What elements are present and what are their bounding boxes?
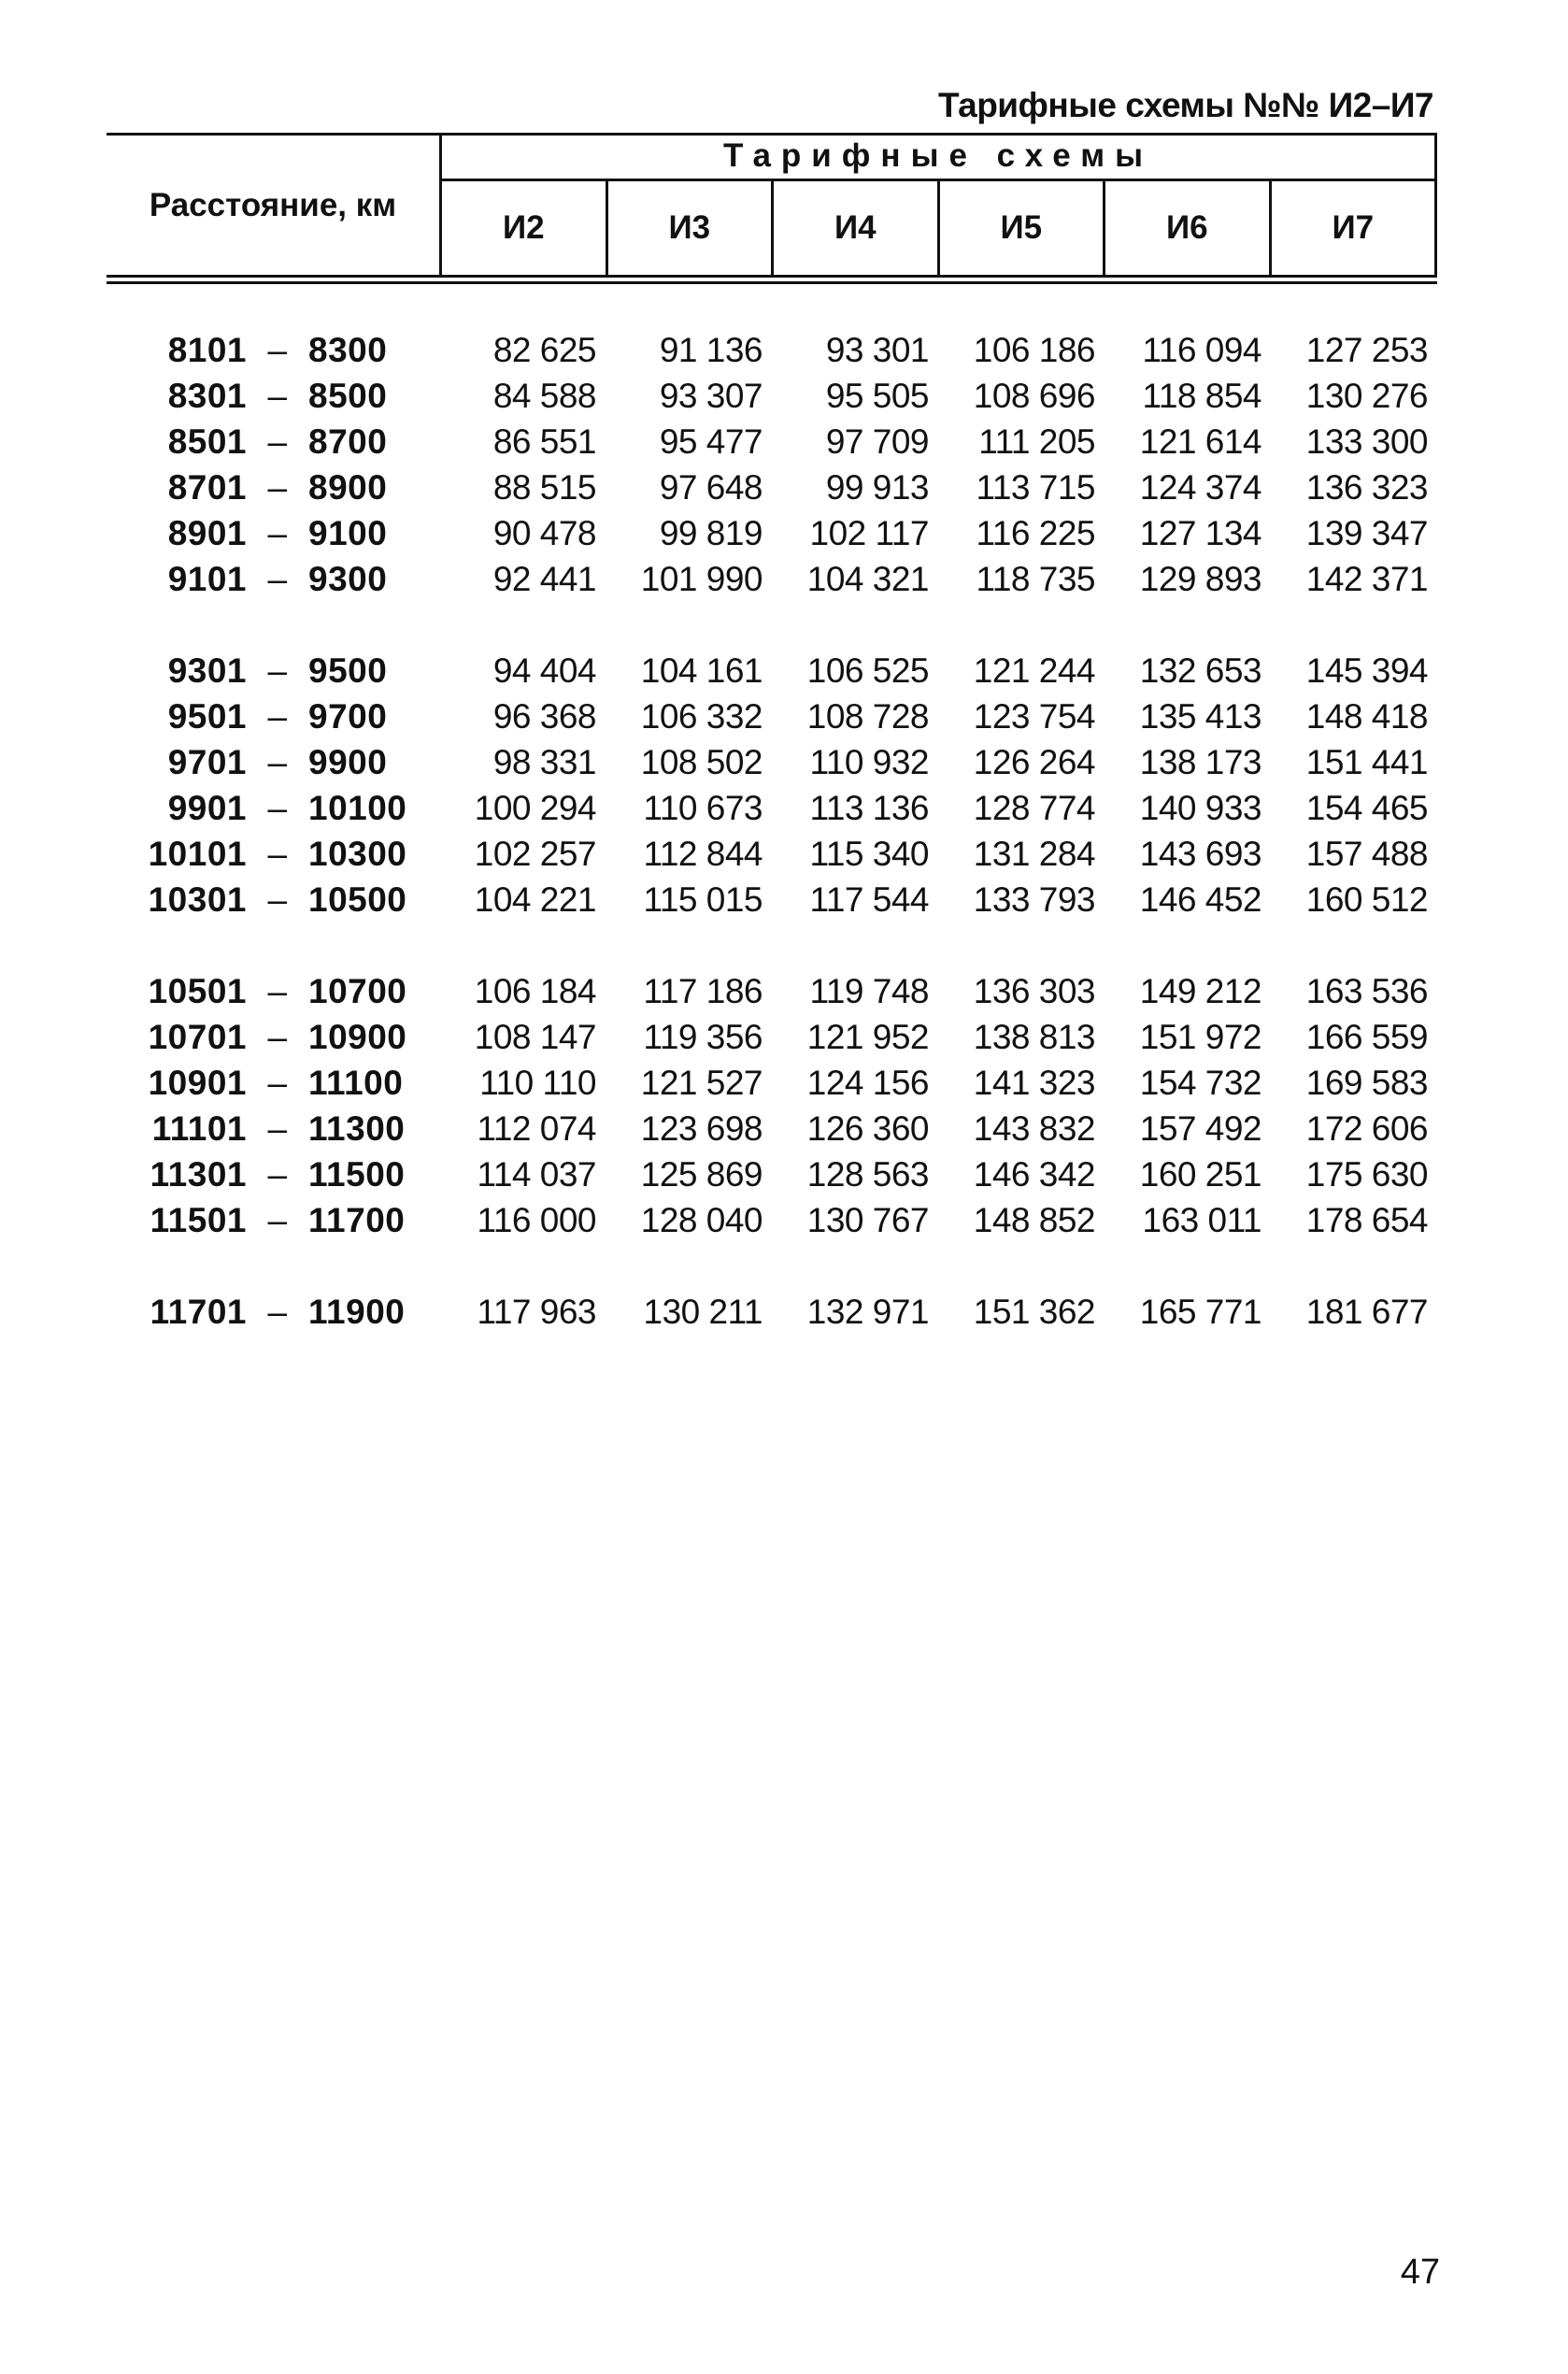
schemes-group-title: Тарифные схемы	[442, 133, 1434, 181]
tariff-value: 127 134	[1139, 513, 1262, 552]
tariff-value: 128 774	[973, 788, 1095, 827]
distance-to: 9900	[308, 742, 388, 781]
column-header-i5: И5	[937, 181, 1104, 275]
column-header-i7: И7	[1269, 181, 1435, 275]
tariff-value: 140 933	[1139, 788, 1262, 827]
distance-from: 9301	[167, 651, 247, 690]
distance-range	[107, 743, 439, 782]
distance-range	[107, 651, 439, 691]
distance-from: 11301	[150, 1154, 247, 1194]
tariff-value: 132 653	[1139, 651, 1262, 690]
distance-to: 9500	[308, 651, 388, 690]
distance-to: 11100	[308, 1063, 404, 1102]
tariff-value: 108 696	[973, 376, 1095, 415]
distance-to: 8500	[308, 376, 388, 415]
tariff-value: 178 654	[1305, 1200, 1428, 1239]
tariff-value: 117 544	[809, 880, 929, 919]
tariff-value: 132 971	[806, 1292, 929, 1331]
distance-range	[107, 835, 439, 874]
tariff-value: 94 404	[492, 651, 596, 690]
distance-from: 10301	[148, 880, 247, 919]
table-row	[107, 1197, 1437, 1243]
scheme-column-headers	[442, 181, 1434, 275]
tariff-value: 95 505	[825, 376, 929, 415]
distance-to: 10300	[308, 834, 407, 873]
distance-range	[107, 972, 439, 1011]
tariff-value: 157 492	[1139, 1108, 1262, 1148]
page-number: 47	[1400, 2252, 1440, 2292]
tariff-value: 163 011	[1142, 1200, 1262, 1239]
tariff-value: 112 074	[477, 1108, 596, 1148]
tariff-value: 139 347	[1305, 513, 1428, 552]
distance-from: 9501	[167, 696, 247, 736]
tariff-value: 125 869	[640, 1154, 763, 1194]
tariff-value: 116 225	[976, 513, 1095, 552]
tariff-value: 148 852	[973, 1200, 1095, 1239]
tariff-value: 99 913	[825, 467, 929, 507]
tariff-value: 130 276	[1305, 376, 1428, 415]
tariff-value: 116 094	[1142, 330, 1262, 369]
distance-to: 10100	[308, 788, 407, 827]
range-dash: –	[267, 1017, 288, 1056]
range-dash: –	[267, 513, 288, 552]
table-row	[107, 648, 1437, 694]
tariff-value: 128 563	[806, 1154, 929, 1194]
tariff-value: 151 441	[1305, 742, 1428, 781]
tariff-value: 104 321	[806, 559, 929, 598]
tariff-value: 181 677	[1305, 1292, 1428, 1331]
tariff-value: 106 186	[973, 330, 1095, 369]
range-dash: –	[267, 696, 288, 736]
tariff-value: 111 205	[978, 422, 1095, 461]
tariff-value: 154 732	[1139, 1063, 1262, 1102]
table-row	[107, 785, 1437, 831]
table-row	[107, 1060, 1437, 1106]
table-row	[107, 510, 1437, 556]
distance-from: 8501	[167, 422, 247, 461]
distance-from: 11701	[150, 1292, 247, 1331]
distance-range	[107, 1109, 439, 1149]
tariff-value: 130 211	[643, 1292, 763, 1331]
tariff-value: 106 525	[806, 651, 929, 690]
tariff-value: 151 972	[1139, 1017, 1262, 1056]
tariff-value: 113 136	[809, 788, 929, 827]
tariff-value: 121 527	[640, 1063, 763, 1102]
column-header-i3: И3	[606, 181, 772, 275]
tariff-value: 165 771	[1139, 1292, 1262, 1331]
tariff-value: 102 257	[474, 834, 596, 873]
tariff-value: 160 512	[1305, 880, 1428, 919]
distance-range	[107, 331, 439, 370]
distance-range	[107, 1064, 439, 1103]
tariff-value: 126 264	[973, 742, 1095, 781]
tariff-table-body	[107, 327, 1437, 1335]
range-dash: –	[267, 1063, 288, 1102]
range-dash: –	[267, 559, 288, 598]
table-row	[107, 694, 1437, 739]
tariff-value: 166 559	[1305, 1017, 1428, 1056]
table-row	[107, 1014, 1437, 1060]
tariff-value: 88 515	[492, 467, 596, 507]
distance-range	[107, 422, 439, 462]
table-row	[107, 1151, 1437, 1197]
tariff-value: 136 323	[1305, 467, 1428, 507]
distance-to: 10700	[308, 971, 407, 1010]
distance-from: 8901	[167, 513, 247, 552]
distance-from: 9101	[167, 559, 247, 598]
tariff-value: 128 040	[640, 1200, 763, 1239]
distance-from: 10901	[148, 1063, 247, 1102]
tariff-value: 97 709	[825, 422, 929, 461]
distance-range	[107, 377, 439, 416]
tariff-value: 121 952	[806, 1017, 929, 1056]
range-dash: –	[267, 330, 288, 369]
tariff-value: 149 212	[1139, 971, 1262, 1010]
table-row	[107, 556, 1437, 602]
tariff-value: 133 300	[1305, 422, 1428, 461]
tariff-value: 119 356	[643, 1017, 763, 1056]
tariff-value: 138 173	[1139, 742, 1262, 781]
tariff-value: 93 307	[659, 376, 763, 415]
tariff-value: 100 294	[474, 788, 596, 827]
distance-to: 9100	[308, 513, 388, 552]
tariff-value: 151 362	[973, 1292, 1095, 1331]
distance-range	[107, 1293, 439, 1332]
distance-to: 11900	[308, 1292, 406, 1331]
tariff-value: 121 244	[973, 651, 1095, 690]
tariff-value: 123 754	[973, 696, 1095, 736]
range-dash: –	[267, 880, 288, 919]
column-header-i6: И6	[1103, 181, 1269, 275]
table-row	[107, 831, 1437, 877]
distance-range	[107, 560, 439, 599]
column-header-i4: И4	[771, 181, 937, 275]
range-dash: –	[267, 788, 288, 827]
distance-to: 10900	[308, 1017, 407, 1056]
distance-from: 10501	[148, 971, 247, 1010]
table-row	[107, 968, 1437, 1014]
tariff-value: 118 735	[976, 559, 1095, 598]
tariff-value: 102 117	[809, 513, 929, 552]
range-dash: –	[267, 1200, 288, 1239]
tariff-value: 145 394	[1305, 651, 1428, 690]
tariff-value: 115 015	[643, 880, 763, 919]
tariff-value: 136 303	[973, 971, 1095, 1010]
tariff-value: 124 156	[806, 1063, 929, 1102]
table-row	[107, 419, 1437, 465]
tariff-value: 127 253	[1305, 330, 1428, 369]
tariff-value: 146 342	[973, 1154, 1095, 1194]
distance-from: 9901	[167, 788, 247, 827]
tariff-value: 146 452	[1139, 880, 1262, 919]
header-bottom-rule	[107, 275, 1437, 278]
distance-from: 10101	[148, 834, 247, 873]
tariff-value: 119 748	[809, 971, 929, 1010]
tariff-value: 99 819	[659, 513, 763, 552]
range-dash: –	[267, 971, 288, 1010]
tariff-value: 91 136	[659, 330, 763, 369]
tariff-value: 101 990	[640, 559, 763, 598]
distance-range	[107, 697, 439, 737]
distance-to: 10500	[308, 880, 407, 919]
table-row	[107, 739, 1437, 785]
distance-to: 11500	[308, 1154, 406, 1194]
tariff-value: 121 614	[1139, 422, 1262, 461]
distance-from: 11101	[151, 1108, 247, 1148]
distance-from: 9701	[167, 742, 247, 781]
tariff-value: 143 693	[1139, 834, 1262, 873]
distance-to: 8700	[308, 422, 388, 461]
header-bottom-rule-double	[107, 281, 1437, 284]
distance-range	[107, 789, 439, 828]
distance-range	[107, 1155, 439, 1194]
tariff-value: 129 893	[1139, 559, 1262, 598]
tariff-value: 110 673	[643, 788, 763, 827]
tariff-value: 110 110	[479, 1063, 596, 1102]
distance-to: 11300	[308, 1108, 406, 1148]
tariff-value: 118 854	[1142, 376, 1262, 415]
tariff-value: 97 648	[659, 467, 763, 507]
column-header-i2: И2	[502, 209, 545, 246]
tariff-value: 143 832	[973, 1108, 1095, 1148]
tariff-value: 154 465	[1305, 788, 1428, 827]
tariff-value: 142 371	[1305, 559, 1428, 598]
table-header	[107, 133, 1437, 280]
tariff-value: 124 374	[1139, 467, 1262, 507]
tariff-value: 141 323	[973, 1063, 1095, 1102]
range-dash: –	[267, 651, 288, 690]
range-dash: –	[267, 1154, 288, 1194]
schemes-header-group	[439, 133, 1437, 275]
tariff-value: 117 963	[477, 1292, 596, 1331]
table-row	[107, 877, 1437, 922]
range-dash: –	[267, 1292, 288, 1331]
tariff-value: 130 767	[806, 1200, 929, 1239]
range-dash: –	[267, 422, 288, 461]
tariff-value: 86 551	[492, 422, 596, 461]
distance-from: 8701	[167, 467, 247, 507]
tariff-value: 104 221	[474, 880, 596, 919]
distance-from: 11501	[150, 1200, 247, 1239]
tariff-value: 112 844	[643, 834, 763, 873]
tariff-value: 117 186	[643, 971, 763, 1010]
tariff-value: 108 502	[640, 742, 763, 781]
distance-to: 9700	[308, 696, 388, 736]
tariff-value: 93 301	[825, 330, 929, 369]
tariff-value: 106 184	[474, 971, 596, 1010]
tariff-value: 113 715	[976, 467, 1095, 507]
distance-from: 8301	[167, 376, 247, 415]
distance-to: 8300	[308, 330, 388, 369]
tariff-value: 157 488	[1305, 834, 1428, 873]
distance-from: 10701	[148, 1017, 247, 1056]
tariff-value: 114 037	[477, 1154, 596, 1194]
table-row	[107, 373, 1437, 419]
running-head: Тарифные схемы №№ И2–И7	[937, 86, 1433, 124]
range-dash: –	[267, 742, 288, 781]
tariff-value: 163 536	[1305, 971, 1428, 1010]
tariff-value: 90 478	[492, 513, 596, 552]
range-dash: –	[267, 834, 288, 873]
table-row	[107, 465, 1437, 510]
range-dash: –	[267, 467, 288, 507]
distance-to: 9300	[308, 559, 388, 598]
tariff-value: 131 284	[973, 834, 1095, 873]
table-row	[107, 327, 1437, 373]
tariff-value: 82 625	[492, 330, 596, 369]
tariff-value: 135 413	[1139, 696, 1262, 736]
tariff-value: 108 728	[806, 696, 929, 736]
distance-to: 11700	[308, 1200, 406, 1239]
tariff-value: 115 340	[809, 834, 929, 873]
tariff-value: 108 147	[474, 1017, 596, 1056]
tariff-value: 160 251	[1139, 1154, 1262, 1194]
distance-range	[107, 468, 439, 508]
tariff-value: 123 698	[640, 1108, 763, 1148]
distance-column-header: Расстояние, км	[149, 187, 397, 223]
tariff-value: 84 588	[492, 376, 596, 415]
tariff-value: 148 418	[1305, 696, 1428, 736]
distance-range	[107, 514, 439, 553]
tariff-value: 104 161	[640, 651, 763, 690]
tariff-value: 95 477	[659, 422, 763, 461]
range-dash: –	[267, 376, 288, 415]
tariff-value: 98 331	[492, 742, 596, 781]
range-dash: –	[267, 1108, 288, 1148]
distance-range	[107, 880, 439, 920]
tariff-value: 133 793	[973, 880, 1095, 919]
tariff-value: 126 360	[806, 1108, 929, 1148]
distance-range	[107, 1018, 439, 1057]
table-row	[107, 1106, 1437, 1151]
tariff-value: 116 000	[477, 1200, 596, 1239]
tariff-value: 106 332	[640, 696, 763, 736]
tariff-value: 96 368	[492, 696, 596, 736]
tariff-value: 92 441	[492, 559, 596, 598]
tariff-value: 169 583	[1305, 1063, 1428, 1102]
tariff-value: 172 606	[1305, 1108, 1428, 1148]
distance-range	[107, 1201, 439, 1240]
distance-to: 8900	[308, 467, 388, 507]
table-row	[107, 1289, 1437, 1335]
tariff-value: 138 813	[973, 1017, 1095, 1056]
tariff-value: 110 932	[809, 742, 929, 781]
distance-from: 8101	[167, 330, 247, 369]
tariff-value: 175 630	[1305, 1154, 1428, 1194]
